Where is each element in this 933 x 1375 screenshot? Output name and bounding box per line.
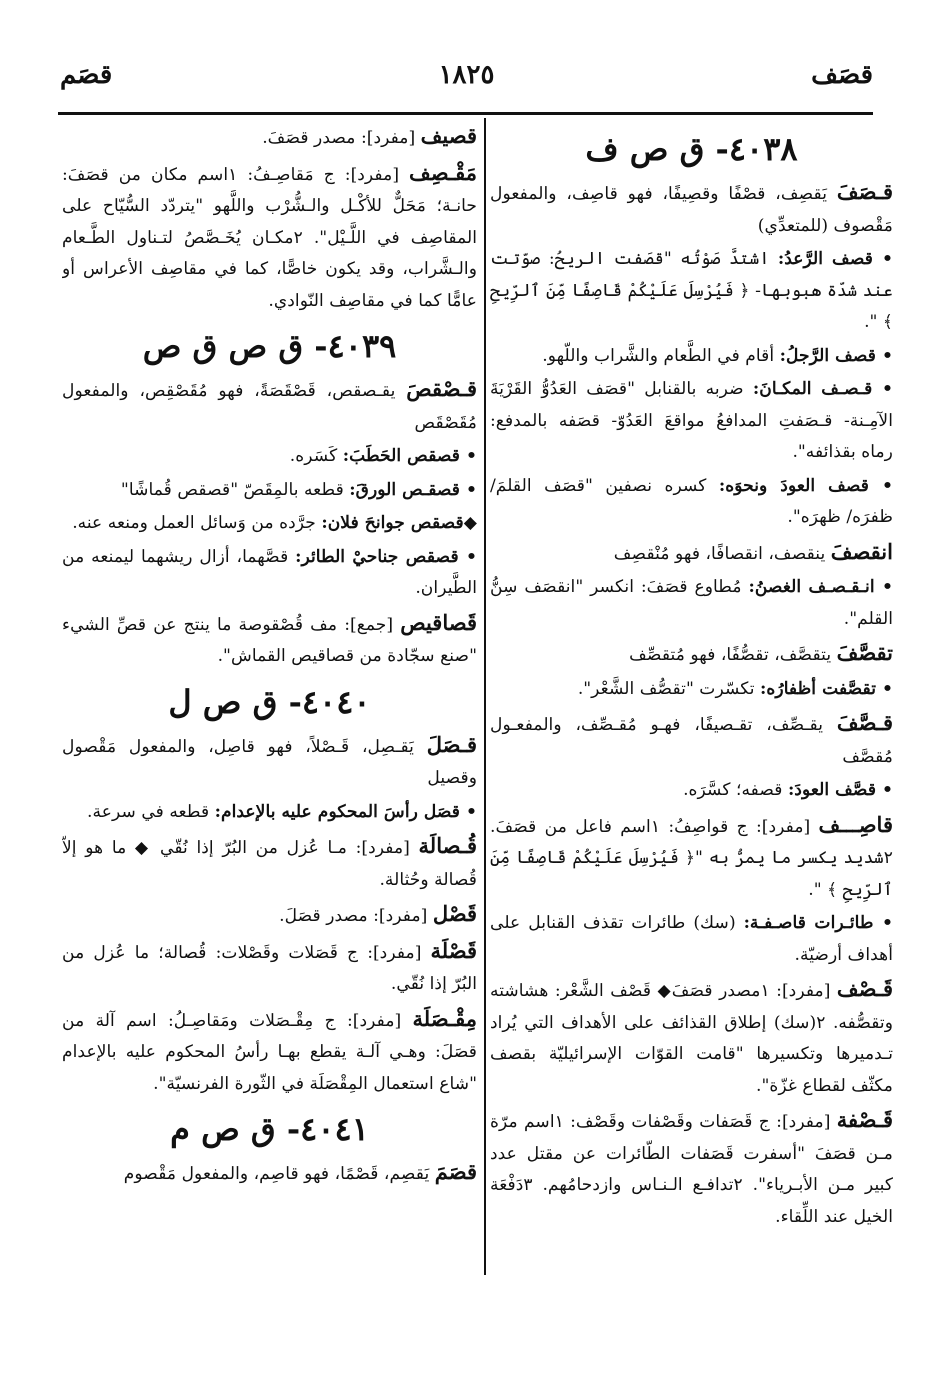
entry-definition: [مفرد]: ١مصدر قصَفَ◆ قَصْف الشَّعْر: هشاشته وتقصُّفه. ٢(سك) إطلاق القذائف على الأهداف التي يُراد تـدميرها وتكسيرها "قامت القوّات الإسرائيليّة بقصف مكثّف لقطاع غزّة". <box>490 981 893 1096</box>
header-last-word: قصَم <box>60 60 113 90</box>
dictionary-entry <box>490 637 893 672</box>
entry-definition: [مفرد]: مـا عُزل من البُرّ إذا نُقّي ◆ ما هو إلاّ قُصالة وحُثالة. <box>62 838 477 890</box>
entry-lemma: تقصَّفَ <box>836 640 893 665</box>
dictionary-entry <box>62 898 477 933</box>
entry-lemma: قاصِـــف <box>818 811 893 837</box>
entry-definition: جرَّده من وَسائل العمل ومنعه عنه. <box>72 513 322 533</box>
dictionary-entry <box>62 1156 477 1191</box>
entry-lemma: قُـصالَة <box>418 833 477 858</box>
entry-definition: مُطاوع قصَفَ: انكسر "انقصَف سِنُّ القلم". <box>490 577 893 629</box>
dictionary-entry <box>62 729 477 795</box>
entry-sense <box>62 475 477 507</box>
dictionary-entry <box>490 536 893 571</box>
entry-definition: ينقصف، انقصافًا، فهو مُنْقصِف <box>613 543 831 564</box>
sense-lemma: • قصف الرَّعدُ: <box>777 249 893 269</box>
entry-lemma: قصَمَ <box>434 1159 477 1184</box>
entry-definition: [مفرد]: ج مَقاصِـفُ: ١اسم مكان من قصَفَ: حانـة؛ مَحَلٌّ للأكْـل والـشُّرْب واللَّهو "يتردّد السُّيّاح على المقاصِف في اللَّـيْل". ٢مكـان يُخَـصَّصُ لتـناول الطَّـعام والـشَّراب، وقد يكون خاصًّا، كما في مقاصِف الأعراس أو عامًّا كما في مقاصِف النّوادي. <box>62 164 477 311</box>
entry-sense <box>490 374 893 469</box>
entry-definition: [مفرد]: ج قَصَلات وقَصْلات: قُصالة؛ ما عُزل من البُرّ إذا نُقّي. <box>62 942 477 994</box>
entry-lemma: انقصفَ <box>830 538 893 564</box>
entry-definition: يتقصَّف، تقصُّفًا، فهو مُتقصِّف <box>629 645 837 665</box>
page-number: ١٨٢٥ <box>438 60 495 90</box>
dictionary-entry <box>62 1003 477 1101</box>
dictionary-entry <box>62 373 477 439</box>
entry-sense <box>490 572 893 635</box>
header-rule <box>58 112 873 115</box>
header-first-word: قصَف <box>811 60 873 90</box>
sense-lemma: • قصقـص الورقَ: <box>349 479 477 500</box>
entry-definition: [جمع]: مف قُصْقوصة ما ينتج عن قصِّ الشيء "صنع سجّادة من قصاقيص القماش". <box>62 614 477 666</box>
entry-definition: تكسّرت "تقصُّف الشَّعْر". <box>577 678 761 699</box>
entry-definition: يَقـصِل، قَـصْلاً، فهو قاصِل، والمفعول مَقْصول وقصيل <box>62 736 477 788</box>
sense-lemma: ◆قصقص جوانحَ فلان: <box>321 513 477 533</box>
entry-definition: يقـصِّف، تقـصيفًا، فهـو مُقـصِّف، والمفعـول مُقصَّف <box>490 715 893 767</box>
sense-lemma: • قصقص جناحيْ الطائر: <box>295 546 477 567</box>
dictionary-entry <box>490 973 893 1102</box>
entry-lemma: قَصْل <box>432 901 477 926</box>
entry-lemma: قَـصْفة <box>836 1107 893 1132</box>
entry-definition: قصَّهما، أزال ريشهما ليمنعه من الطَّيران. <box>62 546 477 598</box>
entry-definition: قطعه بالمِقَصّ "قصقص قُماشًا" <box>120 479 350 500</box>
dictionary-entry <box>62 120 477 155</box>
sense-lemma: • قصقص الحَطَبَ: <box>342 446 477 466</box>
entry-definition: كسره نصفين "قصَف القلمَ/ ظفرَه/ ظهرَه". <box>490 475 893 527</box>
column-divider <box>484 118 486 1275</box>
entry-lemma: مَقْـصِف <box>409 159 477 185</box>
root-heading: ٤٠٣٨- ق ص ف <box>585 130 798 168</box>
sense-lemma: • قصف الرَّجلُ: <box>779 345 893 366</box>
entry-sense <box>490 341 893 373</box>
entry-definition: ضربه بالقنابل "قصَف العَدُوُّ القَرْيَةَ الآمِـنة- قـصَفتِ المدافعُ مواقعَ العَدُوّ- قصَفه بالمدفع: رماه بقذائفه". <box>490 379 893 462</box>
entry-lemma: قـصْقصَ <box>406 376 477 401</box>
dictionary-entry <box>62 607 477 673</box>
entry-lemma: قـصَفَ <box>836 179 893 204</box>
entry-definition: قطعه في سرعة. <box>87 801 215 822</box>
entry-sense <box>490 471 893 534</box>
entry-definition: يَقصِم، قَصْمًا، فهو قاصِم، والمفعول مَقْصوم <box>123 1164 435 1184</box>
sense-lemma: • طائـرات قاصـفـة: <box>743 913 893 933</box>
entry-sense <box>62 542 477 605</box>
entry-lemma: قـصَّفَ <box>836 710 893 735</box>
entry-lemma: قَـصْف <box>836 976 893 1001</box>
entry-sense <box>490 244 893 339</box>
entry-definition: [مفرد]: ج قواصِفُ: ١اسم فاعل من قصَفَ. ٢شديد يكسر ما يمرُّ به "﴿ فَيُرْسِلَ عَلَيْكُمْ قَاصِفًا مِّنَ ٱلرِّيحِ ﴾ ". <box>490 816 893 900</box>
entry-sense <box>62 508 477 540</box>
dictionary-entry <box>62 935 477 1001</box>
right-column <box>490 120 893 1233</box>
entry-sense <box>62 797 477 829</box>
entry-definition: يقـصقص، قَصْقَصَةً، فهو مُقَصْقِص، والمفعول مُقَصْقَص <box>62 381 477 433</box>
entry-lemma: قَصْلَة <box>430 937 477 963</box>
sense-lemma: • انـقـصـف الغصنُ: <box>748 577 893 597</box>
dictionary-entry <box>490 707 893 773</box>
entry-definition: يَقصِف، قصْفًا وقصِيفًا، فهو قاصِف، والمفعول مَقْصوف (للمتعدِّي) <box>490 184 893 236</box>
entry-sense <box>62 441 477 473</box>
dictionary-entry <box>62 157 477 318</box>
dictionary-entry <box>490 809 893 907</box>
entry-lemma: قَصاقيص <box>400 609 477 635</box>
root-heading: ٤٠٤٠- ق ص ل <box>168 682 371 721</box>
sense-lemma: • قصَّف العودَ: <box>787 780 893 800</box>
sense-lemma: • قصف العودَ ونحوَه: <box>718 475 893 496</box>
dictionary-entry <box>62 830 477 896</box>
sense-lemma: • قـصـف المكـانَ: <box>752 379 893 399</box>
page-header <box>60 52 873 98</box>
root-heading: ٤٠٤١- ق ص م <box>170 1110 369 1148</box>
entry-definition: [مفرد]: ج مِقْـصَلات ومَقاصِـلُ: اسم آلة من قصَلَ: وهـي آلـة يقطع بهـا رأسُ المحكوم عليه بالإعدام "شاع استعمال المِقْصَلَة في الثّورة الفرنسيّة". <box>62 1010 477 1094</box>
entry-definition: كَسَره. <box>289 446 343 466</box>
entry-sense <box>490 674 893 706</box>
entry-definition: [مفرد]: مصدر قصَلَ. <box>279 906 433 926</box>
sense-lemma: • قصَل رأسَ المحكوم عليه بالإعدام: <box>214 801 477 822</box>
entry-definition: قصفه؛ كسَّرَه. <box>683 780 788 800</box>
dictionary-entry <box>490 176 893 242</box>
sense-lemma: • تقصَّفت أظفارُه: <box>760 678 893 699</box>
entry-lemma: قصيف <box>420 123 477 148</box>
entry-lemma: قـصَلَ <box>426 731 477 757</box>
left-column <box>62 120 477 1191</box>
entry-definition: أقام في الطَّعام والشَّراب واللّهو. <box>542 345 780 366</box>
entry-lemma: مِقْـصَلَة <box>412 1005 477 1031</box>
entry-definition: [مفرد]: مصدر قصَفَ. <box>262 128 421 148</box>
entry-definition: [مفرد]: ج قَصَفات وقَصْفات وقَصْف: ١اسم مرّة مـن قصَفَ "أسفرت قَصَفات الطّائرات عن مقتل عدد كبير مـن الأبـرياء". ٢تدافـع الـنـاس وازدحامُهم. ٣دَفْعَة الخيل عند اللِّقاء. <box>490 1112 893 1227</box>
dictionary-entry <box>490 1104 893 1233</box>
entry-definition: (سك) طائرات تقذف القنابل على أهداف أرضيّة. <box>490 913 893 965</box>
entry-sense <box>490 908 893 971</box>
entry-sense <box>490 775 893 807</box>
entry-definition: اشتدَّ صَوْتُه "قصَفت الريحُ: صوّتت عند شدّة هبوبها- ﴿ فَيُرْسِلَ عَلَيْكُمْ قَاصِفًا مِّنَ ٱلرِّيحِ ﴾ ". <box>490 249 893 332</box>
root-heading: ٤٠٣٩- ق ص ق ص <box>142 327 397 365</box>
